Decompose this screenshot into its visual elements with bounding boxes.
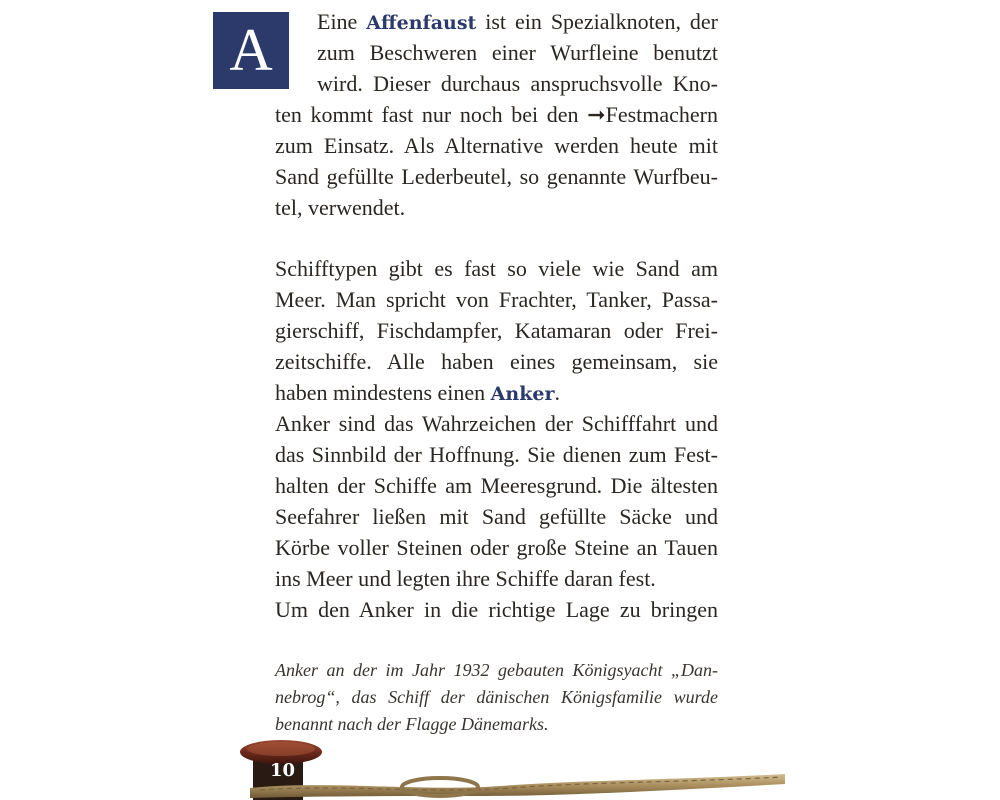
image-caption-line: nebrog“, das Schiff der dänischen Königsfamilie wurde xyxy=(275,687,718,707)
drop-cap: A xyxy=(213,12,289,89)
highlight-term-affenfaust: Affenfaust xyxy=(366,12,477,34)
page-number: 10 xyxy=(270,760,296,781)
paragraph-line: halten der Schiffe am Meeresgrund. Die ältesten xyxy=(275,473,718,498)
paragraph-line: zum Einsatz. Als Alternative werden heute mit xyxy=(275,133,718,158)
paragraph-line: wird. Dieser durchaus anspruchsvolle Kno- xyxy=(317,71,718,96)
paragraph-line: zeitschiffe. Alle haben eines gemeinsam, sie xyxy=(275,349,718,374)
paragraph-line: Schifftypen gibt es fast so viele wie Sand am xyxy=(275,256,718,281)
image-caption-line: benannt nach der Flagge Dänemarks. xyxy=(275,714,549,734)
paragraph-line: ten kommt fast nur noch bei den ➞Festmachern xyxy=(275,102,718,127)
paragraph-line: tel, verwendet. xyxy=(275,195,406,220)
paragraph-line: Seefahrer ließen mit Sand gefüllte Säcke und xyxy=(275,504,718,529)
paragraph-line: das Sinnbild der Hoffnung. Sie dienen zum Fest- xyxy=(275,442,718,467)
paragraph-line: ins Meer und legten ihre Schiffe daran fest. xyxy=(275,566,656,591)
highlight-term-anker: Anker xyxy=(490,383,555,405)
rope xyxy=(250,774,785,798)
paragraph-line: Meer. Man spricht von Frachter, Tanker, Passa- xyxy=(275,287,718,312)
paragraph-line: gierschiff, Fischdampfer, Katamaran oder Frei- xyxy=(275,318,718,343)
paragraph-line: Anker sind das Wahrzeichen der Schifffahrt und xyxy=(275,411,718,436)
cross-reference-link[interactable]: ➞Festmachern xyxy=(587,102,718,127)
paragraph-line: Um den Anker in die richtige Lage zu bringen xyxy=(275,597,718,622)
paragraph-line: Eine Affenfaust ist ein Spezialknoten, der xyxy=(317,9,718,34)
rope-bollard-illustration xyxy=(0,730,1000,800)
paragraph-line: Sand gefüllte Lederbeutel, so genannte Wurfbeu- xyxy=(275,164,718,189)
paragraph-line: haben mindestens einen Anker. xyxy=(275,380,560,405)
paragraph-line: Körbe voller Steinen oder große Steine an Tauen xyxy=(275,535,718,560)
image-caption-line: Anker an der im Jahr 1932 gebauten Königsyacht „Dan- xyxy=(275,660,718,680)
paragraph-line: zum Beschweren einer Wurfleine benutzt xyxy=(317,40,718,65)
bollard-cap-highlight xyxy=(247,742,315,756)
